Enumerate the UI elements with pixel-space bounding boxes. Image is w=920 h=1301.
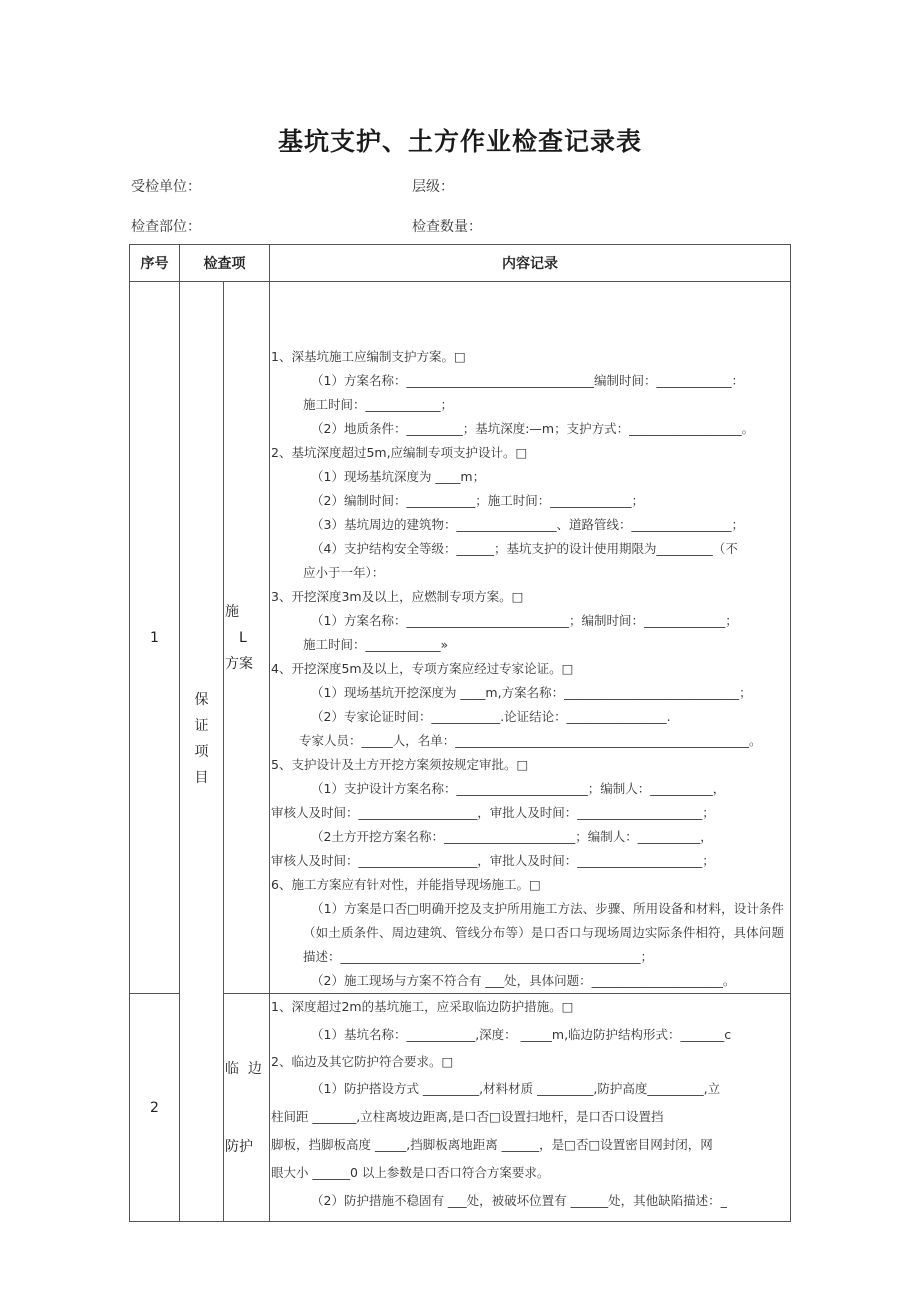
- row-label-line: 防护: [225, 1138, 253, 1155]
- content-line: （4）支护结构安全等级：______；基坑支护的设计使用期限为_________（不: [311, 541, 738, 556]
- inspected-unit-label: 受检单位：: [131, 179, 201, 195]
- table-row: [130, 282, 791, 994]
- content-line: （2）专家论证时间：___________.论证结论：________________.: [311, 709, 671, 724]
- content-paragraph: （1）方案是口否□明确开挖及支护所用施工方法、步骤、所用设备和材料，设计条件（如土质条件、周边建筑、管线分布等）是口否口与现场周边实际条件相符，具体问题描述：________________________________________________；: [303, 901, 784, 964]
- table-header-row: [130, 245, 791, 282]
- content-line: （2）地质条件：_________；基坑深度:—m；支护方式：__________________。: [311, 421, 755, 436]
- group-label: [180, 282, 224, 1222]
- content-line: （1）方案名称：______________________________编制时间：____________：: [311, 373, 744, 388]
- content-line: （2）编制时间：___________；施工时间：_____________；: [311, 493, 644, 508]
- content-line: （1）基坑名称：___________,深度： _____m,临边防护结构形式：_______c: [311, 1027, 732, 1042]
- content-line: 1、深度超过2m的基坑施工，应采取临边防护措施。□: [271, 999, 574, 1014]
- content-line: （1）支护设计方案名称：_____________________；编制人：__________，: [311, 781, 726, 796]
- content-line: （2）施工现场与方案不符合有 ___处，具体问题：_____________________。: [311, 973, 736, 988]
- row-seq: 2: [130, 994, 180, 1222]
- row-seq: 1: [130, 282, 180, 994]
- content-line: 1、深基坑施工应编制支护方案。□: [271, 349, 466, 364]
- content-line: 4、开挖深度5m及以上，专项方案应经过专家论证。□: [271, 661, 574, 676]
- content-line: 5、支护设计及土方开挖方案须按规定审批。□: [271, 757, 529, 772]
- content-line: （1）防护搭设方式 _________,材料材质 _________,防护高度_________,立: [311, 1081, 721, 1096]
- content-line: 应小于一年）：: [303, 565, 385, 580]
- content-line: 脚板，挡脚板高度 _____,挡脚板离地距离 ______，是□否□设置密目网封闭，网: [271, 1137, 713, 1152]
- content-line: 专家人员：_____人，名单：_______________________________________________。: [299, 733, 762, 748]
- content-line: 眼大小 ______0 以上参数是口否口符合方案要求。: [271, 1165, 550, 1180]
- content-line: 6、施工方案应有针对性，并能指导现场施工。□: [271, 877, 541, 892]
- content-line: （3）基坑周边的建筑物：________________、道路管线：________________；: [311, 517, 744, 532]
- level-label: 层级：: [412, 179, 454, 195]
- row-content: [270, 994, 791, 1222]
- content-line: （1）现场基坑深度为 ____m；: [311, 469, 486, 484]
- header-seq: 序号: [130, 245, 180, 282]
- header-content: 内容记录: [270, 245, 791, 282]
- row-label: [224, 282, 270, 994]
- row-label: [224, 994, 270, 1222]
- inspection-table: [129, 244, 791, 1222]
- table-row: [130, 994, 791, 1222]
- content-line: 施工时间：____________；: [303, 397, 454, 412]
- content-line: （1）方案名称：__________________________；编制时间：_____________；: [311, 613, 738, 628]
- content-line: （2）防护措施不稳固有 ___处，被破坏位置有 ______处，其他缺陷描述：_: [311, 1193, 727, 1208]
- row-label-line: L: [239, 629, 247, 646]
- content-line: 柱间距 _______,立柱离坡边距离,是口否□设置扫地杆，是口否口设置挡: [271, 1109, 664, 1124]
- row-label-line: 方案: [225, 655, 253, 672]
- group-label-char: 证: [194, 718, 209, 734]
- content-line: （2土方开挖方案名称：_____________________；编制人：__________，: [311, 829, 713, 844]
- content-line: 2、基坑深度超过5m,应编制专项支护设计。□: [271, 445, 528, 460]
- content-line: 施工时间：____________»: [303, 637, 449, 652]
- content-line: 审核人及时间：___________________，审批人及时间：____________________；: [271, 853, 715, 868]
- row-content: [270, 282, 791, 994]
- group-label-char: 目: [194, 770, 209, 786]
- group-label-char: 保: [194, 692, 209, 708]
- group-label-char: 项: [194, 744, 209, 760]
- page-title: 基坑支护、土方作业检查记录表: [277, 127, 642, 156]
- row-label-line: 施: [225, 603, 239, 620]
- row-label-line: 临 边: [225, 1060, 262, 1077]
- content-line: （1）现场基坑开挖深度为 ____m,方案名称：____________________________；: [311, 685, 752, 700]
- content-line: 3、开挖深度3m及以上，应燃制专项方案。□: [271, 589, 524, 604]
- content-line: 2、临边及其它防护符合要求。□: [271, 1054, 454, 1069]
- location-label: 检查部位：: [131, 219, 201, 235]
- quantity-label: 检查数量：: [412, 219, 482, 235]
- content-line: 审核人及时间：___________________，审批人及时间：____________________；: [271, 805, 715, 820]
- header-item: 检查项: [180, 245, 270, 282]
